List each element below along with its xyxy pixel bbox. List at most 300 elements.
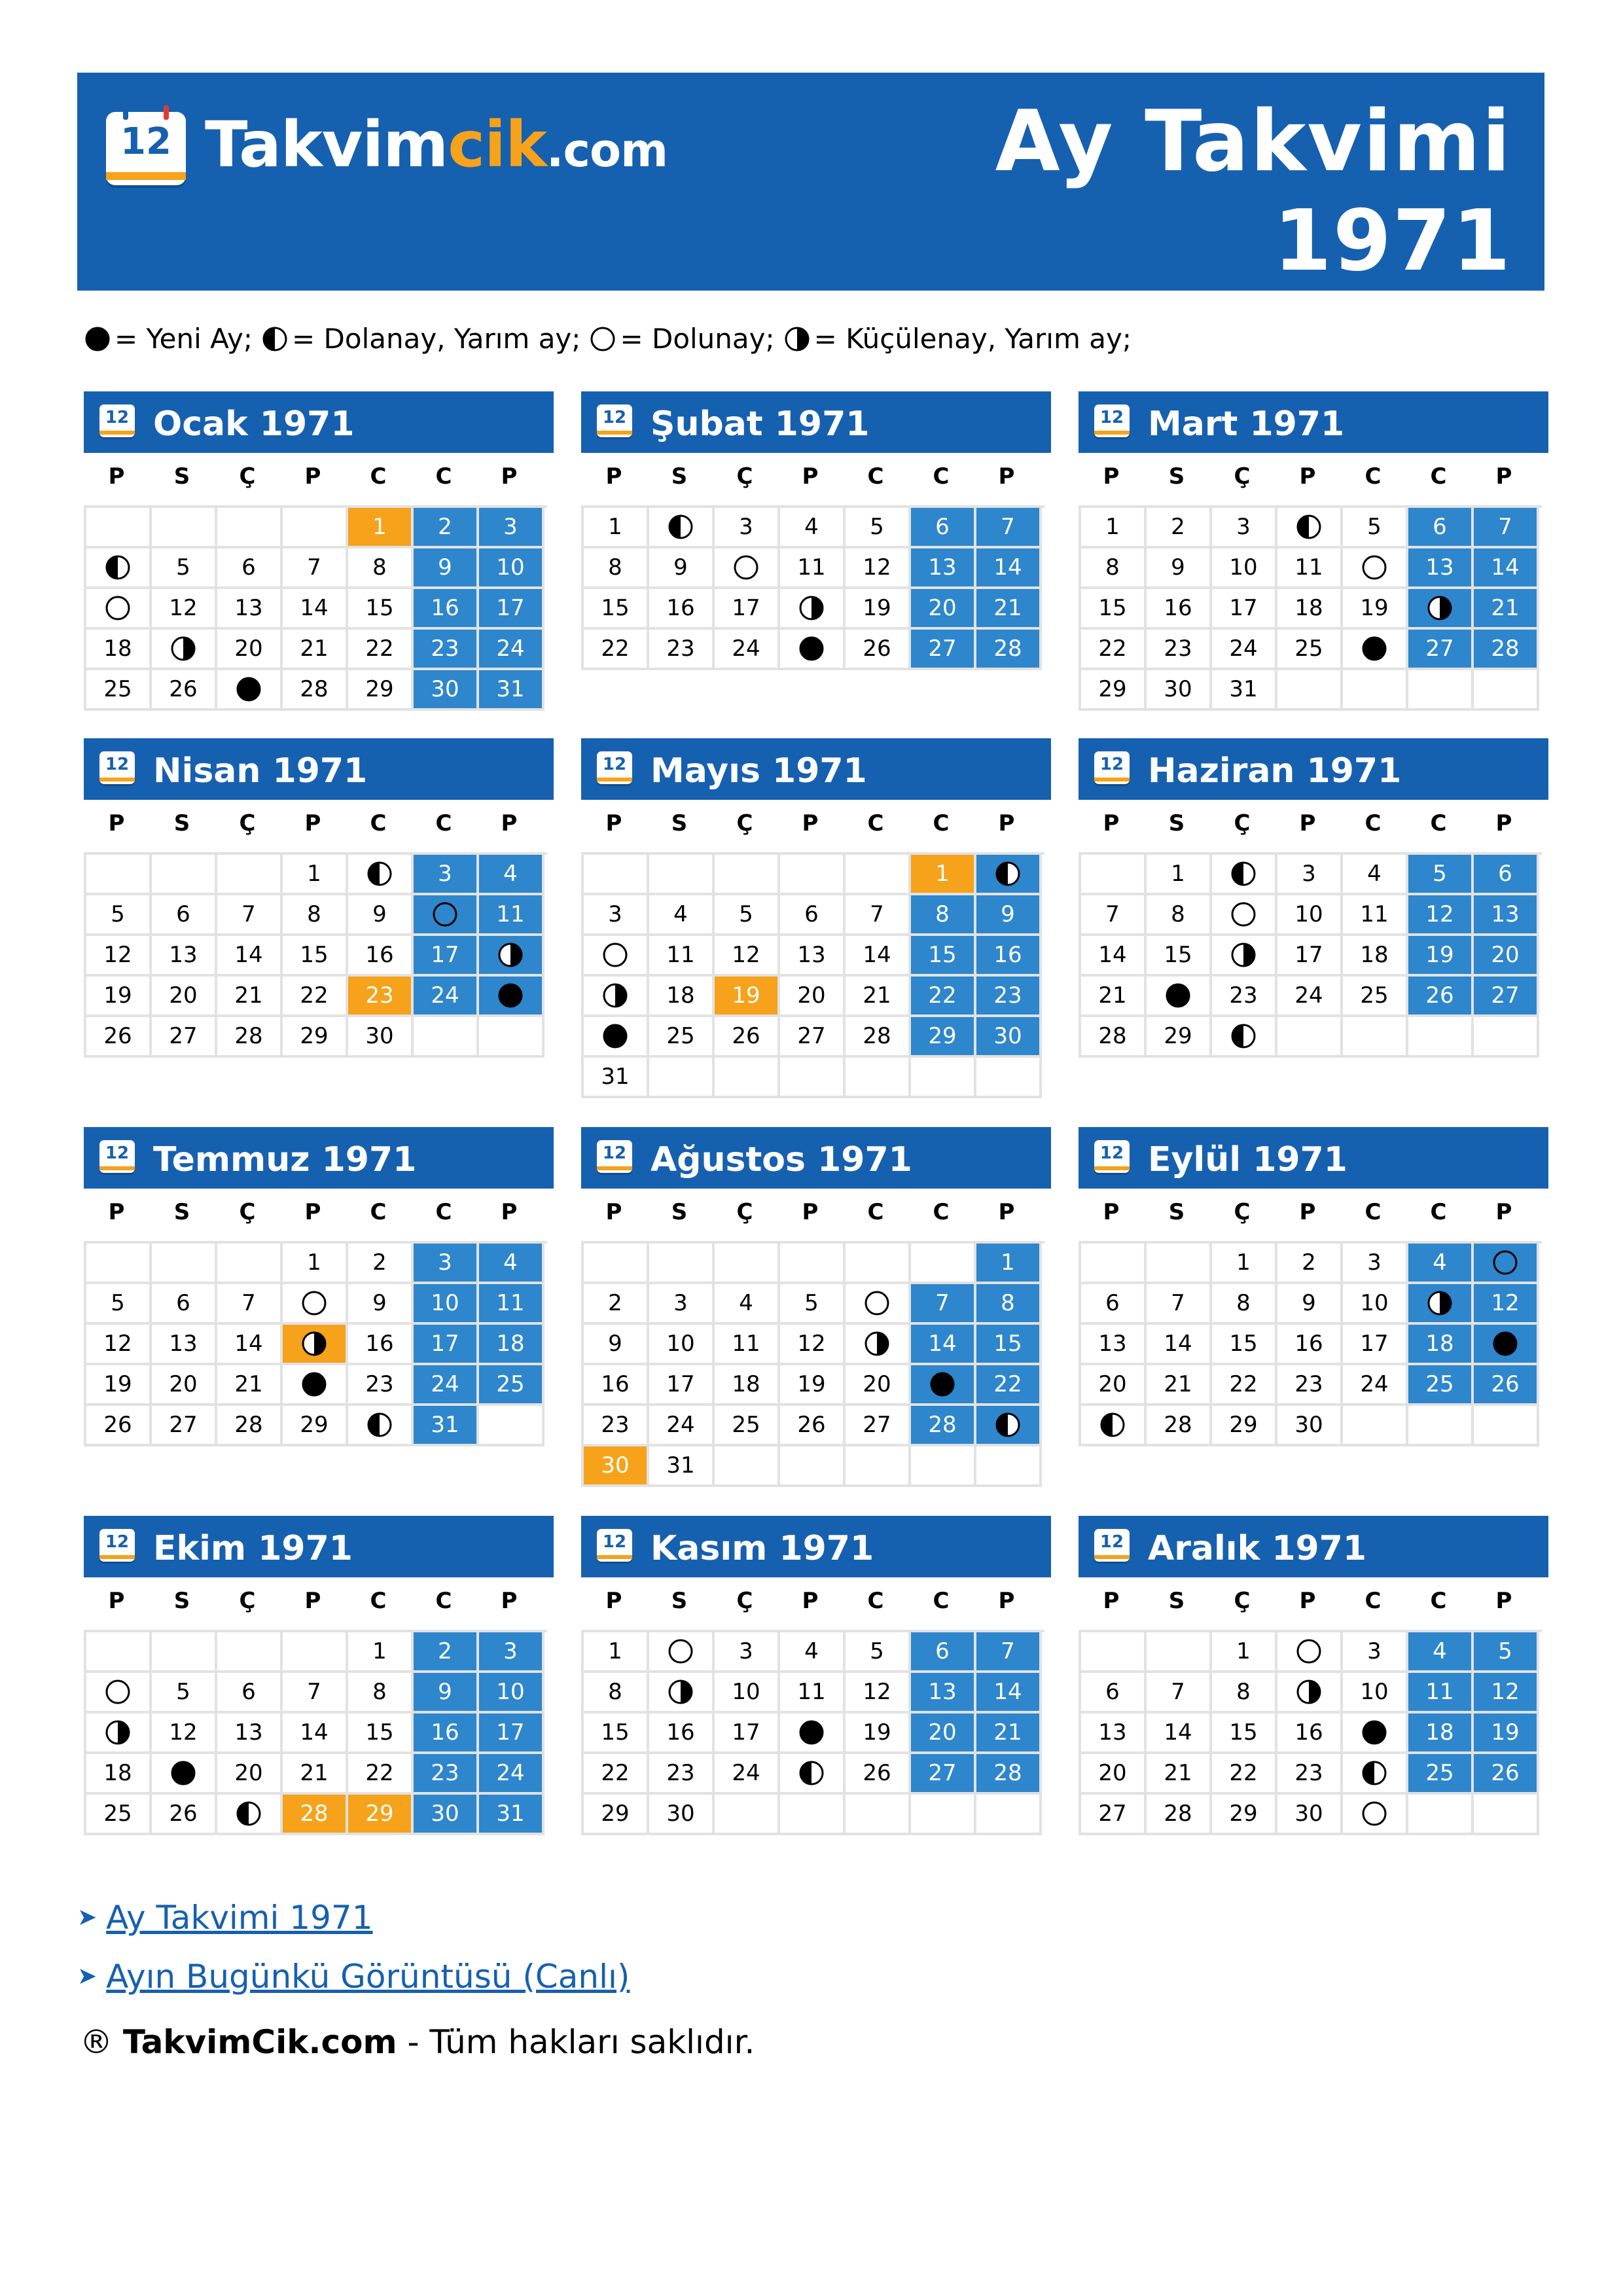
day-cell[interactable] xyxy=(780,1713,846,1754)
day-cell[interactable]: 20 xyxy=(846,1365,911,1406)
day-cell[interactable] xyxy=(976,1406,1042,1446)
day-cell[interactable]: 5 xyxy=(1408,855,1474,895)
day-cell[interactable]: 13 xyxy=(217,589,283,630)
day-cell[interactable]: 16 xyxy=(649,1713,715,1754)
day-cell[interactable]: 2 xyxy=(414,508,479,548)
day-cell[interactable]: 15 xyxy=(283,936,348,977)
day-cell[interactable]: 14 xyxy=(1474,548,1539,589)
day-cell[interactable]: 10 xyxy=(1343,1673,1408,1713)
day-cell[interactable]: 13 xyxy=(152,1325,217,1365)
day-cell[interactable]: 15 xyxy=(976,1325,1042,1365)
day-cell[interactable]: 30 xyxy=(976,1017,1042,1058)
day-cell[interactable]: 6 xyxy=(911,1632,976,1673)
day-cell[interactable]: 20 xyxy=(1081,1754,1147,1795)
day-cell[interactable]: 22 xyxy=(283,977,348,1017)
day-cell[interactable]: 1 xyxy=(348,508,414,548)
day-cell[interactable]: 16 xyxy=(1147,589,1212,630)
day-cell[interactable]: 17 xyxy=(414,1325,479,1365)
day-cell[interactable]: 17 xyxy=(479,589,544,630)
day-cell[interactable]: 5 xyxy=(780,1284,846,1325)
day-cell[interactable]: 29 xyxy=(283,1406,348,1446)
day-cell[interactable] xyxy=(584,936,649,977)
day-cell[interactable]: 4 xyxy=(479,1244,544,1284)
day-cell[interactable]: 7 xyxy=(846,895,911,936)
day-cell[interactable]: 8 xyxy=(1212,1673,1277,1713)
day-cell[interactable]: 30 xyxy=(1277,1406,1343,1446)
day-cell[interactable]: 23 xyxy=(649,1754,715,1795)
day-cell[interactable]: 23 xyxy=(414,1754,479,1795)
day-cell[interactable]: 13 xyxy=(911,1673,976,1713)
day-cell[interactable]: 16 xyxy=(976,936,1042,977)
day-cell[interactable]: 6 xyxy=(780,895,846,936)
day-cell[interactable]: 6 xyxy=(1081,1284,1147,1325)
day-cell[interactable]: 7 xyxy=(283,1673,348,1713)
day-cell[interactable]: 2 xyxy=(1277,1244,1343,1284)
day-cell[interactable] xyxy=(1343,1754,1408,1795)
day-cell[interactable]: 28 xyxy=(283,670,348,711)
day-cell[interactable]: 24 xyxy=(1343,1365,1408,1406)
day-cell[interactable]: 7 xyxy=(976,508,1042,548)
day-cell[interactable]: 6 xyxy=(217,548,283,589)
day-cell[interactable]: 9 xyxy=(414,548,479,589)
day-cell[interactable]: 15 xyxy=(348,589,414,630)
day-cell[interactable]: 28 xyxy=(976,1754,1042,1795)
day-cell[interactable] xyxy=(846,1284,911,1325)
day-cell[interactable]: 18 xyxy=(86,1754,152,1795)
day-cell[interactable] xyxy=(1081,1406,1147,1446)
day-cell[interactable] xyxy=(348,855,414,895)
day-cell[interactable]: 26 xyxy=(86,1017,152,1058)
day-cell[interactable]: 30 xyxy=(649,1795,715,1835)
day-cell[interactable]: 6 xyxy=(217,1673,283,1713)
day-cell[interactable]: 23 xyxy=(649,630,715,670)
day-cell[interactable]: 20 xyxy=(911,1713,976,1754)
day-cell[interactable]: 3 xyxy=(649,1284,715,1325)
day-cell[interactable]: 15 xyxy=(584,589,649,630)
day-cell[interactable]: 9 xyxy=(1277,1284,1343,1325)
day-cell[interactable]: 28 xyxy=(976,630,1042,670)
day-cell[interactable]: 10 xyxy=(715,1673,780,1713)
day-cell[interactable] xyxy=(283,1365,348,1406)
day-cell[interactable] xyxy=(1474,1244,1539,1284)
day-cell[interactable]: 5 xyxy=(86,895,152,936)
day-cell[interactable]: 17 xyxy=(1343,1325,1408,1365)
day-cell[interactable]: 12 xyxy=(1408,895,1474,936)
day-cell[interactable]: 12 xyxy=(152,1713,217,1754)
day-cell[interactable]: 3 xyxy=(414,1244,479,1284)
day-cell[interactable]: 1 xyxy=(1212,1244,1277,1284)
day-cell[interactable]: 3 xyxy=(1212,508,1277,548)
day-cell[interactable]: 23 xyxy=(1277,1365,1343,1406)
day-cell[interactable]: 31 xyxy=(649,1446,715,1487)
day-cell[interactable]: 6 xyxy=(1081,1673,1147,1713)
day-cell[interactable]: 1 xyxy=(1212,1632,1277,1673)
day-cell[interactable]: 8 xyxy=(976,1284,1042,1325)
day-cell[interactable]: 11 xyxy=(479,895,544,936)
day-cell[interactable]: 19 xyxy=(1343,589,1408,630)
day-cell[interactable]: 15 xyxy=(584,1713,649,1754)
day-cell[interactable] xyxy=(1408,1284,1474,1325)
day-cell[interactable]: 2 xyxy=(348,1244,414,1284)
day-cell[interactable]: 1 xyxy=(283,855,348,895)
day-cell[interactable]: 11 xyxy=(649,936,715,977)
day-cell[interactable] xyxy=(911,1365,976,1406)
day-cell[interactable]: 22 xyxy=(976,1365,1042,1406)
day-cell[interactable]: 29 xyxy=(1147,1017,1212,1058)
day-cell[interactable]: 12 xyxy=(152,589,217,630)
day-cell[interactable] xyxy=(649,1673,715,1713)
day-cell[interactable]: 16 xyxy=(1277,1713,1343,1754)
day-cell[interactable]: 31 xyxy=(479,1795,544,1835)
day-cell[interactable]: 30 xyxy=(414,1795,479,1835)
day-cell[interactable]: 21 xyxy=(283,1754,348,1795)
day-cell[interactable]: 9 xyxy=(348,895,414,936)
day-cell[interactable]: 19 xyxy=(846,589,911,630)
day-cell[interactable] xyxy=(649,508,715,548)
day-cell[interactable]: 13 xyxy=(780,936,846,977)
day-cell[interactable]: 27 xyxy=(1474,977,1539,1017)
day-cell[interactable]: 13 xyxy=(911,548,976,589)
day-cell[interactable] xyxy=(86,548,152,589)
day-cell[interactable] xyxy=(1343,1795,1408,1835)
day-cell[interactable]: 27 xyxy=(911,630,976,670)
day-cell[interactable]: 27 xyxy=(152,1017,217,1058)
day-cell[interactable]: 21 xyxy=(976,1713,1042,1754)
day-cell[interactable]: 22 xyxy=(348,1754,414,1795)
day-cell[interactable]: 8 xyxy=(1081,548,1147,589)
day-cell[interactable]: 28 xyxy=(283,1795,348,1835)
day-cell[interactable]: 7 xyxy=(1474,508,1539,548)
day-cell[interactable]: 5 xyxy=(152,1673,217,1713)
day-cell[interactable]: 14 xyxy=(846,936,911,977)
day-cell[interactable]: 4 xyxy=(479,855,544,895)
day-cell[interactable]: 25 xyxy=(86,1795,152,1835)
day-cell[interactable]: 5 xyxy=(86,1284,152,1325)
day-cell[interactable]: 21 xyxy=(846,977,911,1017)
day-cell[interactable]: 27 xyxy=(846,1406,911,1446)
day-cell[interactable]: 25 xyxy=(649,1017,715,1058)
day-cell[interactable]: 18 xyxy=(86,630,152,670)
day-cell[interactable]: 25 xyxy=(1408,1754,1474,1795)
calendar-logo-icon[interactable] xyxy=(106,112,186,185)
day-cell[interactable]: 3 xyxy=(715,1632,780,1673)
day-cell[interactable]: 27 xyxy=(152,1406,217,1446)
day-cell[interactable]: 26 xyxy=(715,1017,780,1058)
day-cell[interactable]: 1 xyxy=(584,1632,649,1673)
day-cell[interactable]: 11 xyxy=(479,1284,544,1325)
day-cell[interactable] xyxy=(1277,508,1343,548)
day-cell[interactable]: 26 xyxy=(846,630,911,670)
day-cell[interactable]: 10 xyxy=(1343,1284,1408,1325)
day-cell[interactable]: 1 xyxy=(1147,855,1212,895)
day-cell[interactable]: 21 xyxy=(1147,1754,1212,1795)
day-cell[interactable]: 22 xyxy=(584,630,649,670)
day-cell[interactable]: 23 xyxy=(584,1406,649,1446)
day-cell[interactable]: 28 xyxy=(1147,1406,1212,1446)
day-cell[interactable]: 26 xyxy=(780,1406,846,1446)
day-cell[interactable] xyxy=(584,977,649,1017)
day-cell[interactable] xyxy=(780,589,846,630)
day-cell[interactable]: 8 xyxy=(1147,895,1212,936)
day-cell[interactable]: 8 xyxy=(348,548,414,589)
day-cell[interactable]: 19 xyxy=(780,1365,846,1406)
day-cell[interactable]: 4 xyxy=(1408,1632,1474,1673)
day-cell[interactable]: 31 xyxy=(479,670,544,711)
day-cell[interactable]: 13 xyxy=(1081,1325,1147,1365)
day-cell[interactable]: 25 xyxy=(715,1406,780,1446)
day-cell[interactable]: 13 xyxy=(152,936,217,977)
day-cell[interactable]: 20 xyxy=(780,977,846,1017)
day-cell[interactable]: 28 xyxy=(217,1406,283,1446)
day-cell[interactable] xyxy=(584,1017,649,1058)
day-cell[interactable] xyxy=(152,630,217,670)
day-cell[interactable]: 27 xyxy=(1081,1795,1147,1835)
day-cell[interactable]: 17 xyxy=(715,589,780,630)
day-cell[interactable]: 21 xyxy=(1147,1365,1212,1406)
day-cell[interactable]: 16 xyxy=(348,936,414,977)
day-cell[interactable] xyxy=(283,1325,348,1365)
day-cell[interactable]: 12 xyxy=(715,936,780,977)
day-cell[interactable]: 15 xyxy=(1081,589,1147,630)
day-cell[interactable]: 19 xyxy=(86,1365,152,1406)
day-cell[interactable]: 28 xyxy=(1147,1795,1212,1835)
day-cell[interactable]: 31 xyxy=(584,1058,649,1098)
day-cell[interactable]: 4 xyxy=(649,895,715,936)
day-cell[interactable] xyxy=(1277,1673,1343,1713)
day-cell[interactable]: 11 xyxy=(1408,1673,1474,1713)
day-cell[interactable]: 9 xyxy=(976,895,1042,936)
day-cell[interactable]: 16 xyxy=(414,589,479,630)
day-cell[interactable]: 2 xyxy=(1147,508,1212,548)
day-cell[interactable]: 20 xyxy=(217,1754,283,1795)
day-cell[interactable]: 16 xyxy=(649,589,715,630)
day-cell[interactable]: 25 xyxy=(479,1365,544,1406)
day-cell[interactable]: 7 xyxy=(283,548,348,589)
day-cell[interactable]: 7 xyxy=(1147,1673,1212,1713)
day-cell[interactable]: 16 xyxy=(1277,1325,1343,1365)
day-cell[interactable]: 26 xyxy=(86,1406,152,1446)
day-cell[interactable]: 14 xyxy=(1081,936,1147,977)
day-cell[interactable]: 12 xyxy=(1474,1673,1539,1713)
day-cell[interactable]: 3 xyxy=(414,855,479,895)
day-cell[interactable]: 10 xyxy=(479,548,544,589)
day-cell[interactable]: 9 xyxy=(584,1325,649,1365)
day-cell[interactable]: 8 xyxy=(584,1673,649,1713)
day-cell[interactable]: 10 xyxy=(1212,548,1277,589)
day-cell[interactable] xyxy=(1147,977,1212,1017)
day-cell[interactable] xyxy=(846,1325,911,1365)
day-cell[interactable] xyxy=(1474,1325,1539,1365)
day-cell[interactable] xyxy=(479,977,544,1017)
day-cell[interactable] xyxy=(152,1754,217,1795)
day-cell[interactable]: 14 xyxy=(283,1713,348,1754)
day-cell[interactable]: 20 xyxy=(152,1365,217,1406)
day-cell[interactable]: 24 xyxy=(1212,630,1277,670)
day-cell[interactable]: 5 xyxy=(846,1632,911,1673)
day-cell[interactable]: 29 xyxy=(348,670,414,711)
day-cell[interactable]: 14 xyxy=(976,548,1042,589)
day-cell[interactable]: 11 xyxy=(1277,548,1343,589)
day-cell[interactable]: 3 xyxy=(479,1632,544,1673)
day-cell[interactable]: 15 xyxy=(1147,936,1212,977)
day-cell[interactable]: 10 xyxy=(414,1284,479,1325)
day-cell[interactable]: 29 xyxy=(348,1795,414,1835)
day-cell[interactable]: 14 xyxy=(976,1673,1042,1713)
day-cell[interactable]: 30 xyxy=(584,1446,649,1487)
day-cell[interactable]: 22 xyxy=(348,630,414,670)
link-ay-takvimi[interactable] xyxy=(77,1897,373,1939)
day-cell[interactable]: 27 xyxy=(911,1754,976,1795)
day-cell[interactable]: 8 xyxy=(584,548,649,589)
day-cell[interactable]: 23 xyxy=(976,977,1042,1017)
day-cell[interactable]: 27 xyxy=(1408,630,1474,670)
day-cell[interactable]: 1 xyxy=(1081,508,1147,548)
day-cell[interactable]: 7 xyxy=(976,1632,1042,1673)
day-cell[interactable]: 12 xyxy=(846,548,911,589)
day-cell[interactable]: 20 xyxy=(911,589,976,630)
day-cell[interactable]: 12 xyxy=(1474,1284,1539,1325)
day-cell[interactable]: 26 xyxy=(152,670,217,711)
day-cell[interactable]: 12 xyxy=(780,1325,846,1365)
day-cell[interactable]: 2 xyxy=(414,1632,479,1673)
day-cell[interactable]: 14 xyxy=(1147,1325,1212,1365)
day-cell[interactable]: 25 xyxy=(86,670,152,711)
day-cell[interactable]: 30 xyxy=(414,670,479,711)
day-cell[interactable]: 6 xyxy=(911,508,976,548)
day-cell[interactable]: 12 xyxy=(86,1325,152,1365)
day-cell[interactable]: 25 xyxy=(1408,1365,1474,1406)
day-cell[interactable]: 7 xyxy=(1081,895,1147,936)
day-cell[interactable]: 5 xyxy=(846,508,911,548)
day-cell[interactable]: 11 xyxy=(715,1325,780,1365)
day-cell[interactable]: 22 xyxy=(1081,630,1147,670)
day-cell[interactable]: 18 xyxy=(479,1325,544,1365)
day-cell[interactable]: 18 xyxy=(1343,936,1408,977)
day-cell[interactable]: 6 xyxy=(1408,508,1474,548)
day-cell[interactable]: 22 xyxy=(1212,1365,1277,1406)
day-cell[interactable] xyxy=(479,936,544,977)
day-cell[interactable] xyxy=(1212,936,1277,977)
day-cell[interactable]: 17 xyxy=(649,1365,715,1406)
day-cell[interactable] xyxy=(649,1632,715,1673)
day-cell[interactable]: 3 xyxy=(1343,1244,1408,1284)
day-cell[interactable]: 27 xyxy=(780,1017,846,1058)
day-cell[interactable]: 16 xyxy=(348,1325,414,1365)
day-cell[interactable]: 5 xyxy=(715,895,780,936)
day-cell[interactable]: 30 xyxy=(348,1017,414,1058)
day-cell[interactable]: 19 xyxy=(846,1713,911,1754)
day-cell[interactable] xyxy=(217,1795,283,1835)
day-cell[interactable]: 28 xyxy=(911,1406,976,1446)
day-cell[interactable] xyxy=(1212,1017,1277,1058)
day-cell[interactable]: 10 xyxy=(479,1673,544,1713)
day-cell[interactable] xyxy=(1212,855,1277,895)
day-cell[interactable]: 19 xyxy=(1474,1713,1539,1754)
day-cell[interactable] xyxy=(976,855,1042,895)
day-cell[interactable]: 11 xyxy=(780,1673,846,1713)
day-cell[interactable]: 14 xyxy=(283,589,348,630)
day-cell[interactable] xyxy=(715,548,780,589)
day-cell[interactable]: 29 xyxy=(1081,670,1147,711)
day-cell[interactable]: 31 xyxy=(1212,670,1277,711)
day-cell[interactable]: 15 xyxy=(1212,1325,1277,1365)
day-cell[interactable]: 26 xyxy=(846,1754,911,1795)
day-cell[interactable]: 12 xyxy=(846,1673,911,1713)
day-cell[interactable]: 1 xyxy=(283,1244,348,1284)
day-cell[interactable]: 14 xyxy=(217,936,283,977)
day-cell[interactable]: 29 xyxy=(1212,1406,1277,1446)
day-cell[interactable]: 29 xyxy=(1212,1795,1277,1835)
day-cell[interactable]: 9 xyxy=(414,1673,479,1713)
day-cell[interactable]: 28 xyxy=(1474,630,1539,670)
day-cell[interactable]: 8 xyxy=(283,895,348,936)
day-cell[interactable]: 12 xyxy=(86,936,152,977)
day-cell[interactable]: 3 xyxy=(479,508,544,548)
day-cell[interactable]: 17 xyxy=(1212,589,1277,630)
day-cell[interactable]: 8 xyxy=(1212,1284,1277,1325)
day-cell[interactable]: 3 xyxy=(715,508,780,548)
day-cell[interactable]: 18 xyxy=(715,1365,780,1406)
day-cell[interactable]: 6 xyxy=(152,895,217,936)
day-cell[interactable]: 9 xyxy=(649,548,715,589)
day-cell[interactable]: 26 xyxy=(152,1795,217,1835)
day-cell[interactable]: 8 xyxy=(911,895,976,936)
day-cell[interactable]: 23 xyxy=(1277,1754,1343,1795)
day-cell[interactable]: 24 xyxy=(414,977,479,1017)
day-cell[interactable]: 23 xyxy=(1147,630,1212,670)
day-cell[interactable] xyxy=(1408,589,1474,630)
day-cell[interactable]: 25 xyxy=(1343,977,1408,1017)
day-cell[interactable]: 24 xyxy=(1277,977,1343,1017)
day-cell[interactable]: 28 xyxy=(846,1017,911,1058)
day-cell[interactable]: 23 xyxy=(1212,977,1277,1017)
day-cell[interactable]: 13 xyxy=(217,1713,283,1754)
day-cell[interactable] xyxy=(1343,548,1408,589)
day-cell[interactable]: 24 xyxy=(414,1365,479,1406)
day-cell[interactable]: 6 xyxy=(152,1284,217,1325)
site-logo[interactable] xyxy=(205,105,668,190)
day-cell[interactable]: 11 xyxy=(1343,895,1408,936)
day-cell[interactable]: 3 xyxy=(584,895,649,936)
day-cell[interactable]: 15 xyxy=(348,1713,414,1754)
day-cell[interactable]: 22 xyxy=(584,1754,649,1795)
day-cell[interactable]: 26 xyxy=(1474,1754,1539,1795)
link-ayin-bugunku-goruntusu[interactable] xyxy=(77,1956,630,1998)
day-cell[interactable]: 23 xyxy=(414,630,479,670)
day-cell[interactable]: 7 xyxy=(911,1284,976,1325)
day-cell[interactable]: 18 xyxy=(649,977,715,1017)
day-cell[interactable]: 7 xyxy=(1147,1284,1212,1325)
day-cell[interactable]: 28 xyxy=(1081,1017,1147,1058)
day-cell[interactable]: 22 xyxy=(911,977,976,1017)
day-cell[interactable]: 5 xyxy=(1343,508,1408,548)
link-ay-takvimi-text[interactable]: Ay Takvimi 1971 xyxy=(106,1899,373,1937)
day-cell[interactable]: 20 xyxy=(217,630,283,670)
day-cell[interactable]: 19 xyxy=(1408,936,1474,977)
day-cell[interactable]: 24 xyxy=(479,630,544,670)
day-cell[interactable] xyxy=(86,1713,152,1754)
day-cell[interactable]: 17 xyxy=(1277,936,1343,977)
day-cell[interactable]: 21 xyxy=(1081,977,1147,1017)
day-cell[interactable]: 1 xyxy=(976,1244,1042,1284)
day-cell[interactable]: 17 xyxy=(414,936,479,977)
day-cell[interactable]: 10 xyxy=(1277,895,1343,936)
day-cell[interactable]: 7 xyxy=(217,1284,283,1325)
day-cell[interactable]: 21 xyxy=(1474,589,1539,630)
day-cell[interactable]: 20 xyxy=(1474,936,1539,977)
day-cell[interactable]: 11 xyxy=(780,548,846,589)
day-cell[interactable] xyxy=(780,630,846,670)
